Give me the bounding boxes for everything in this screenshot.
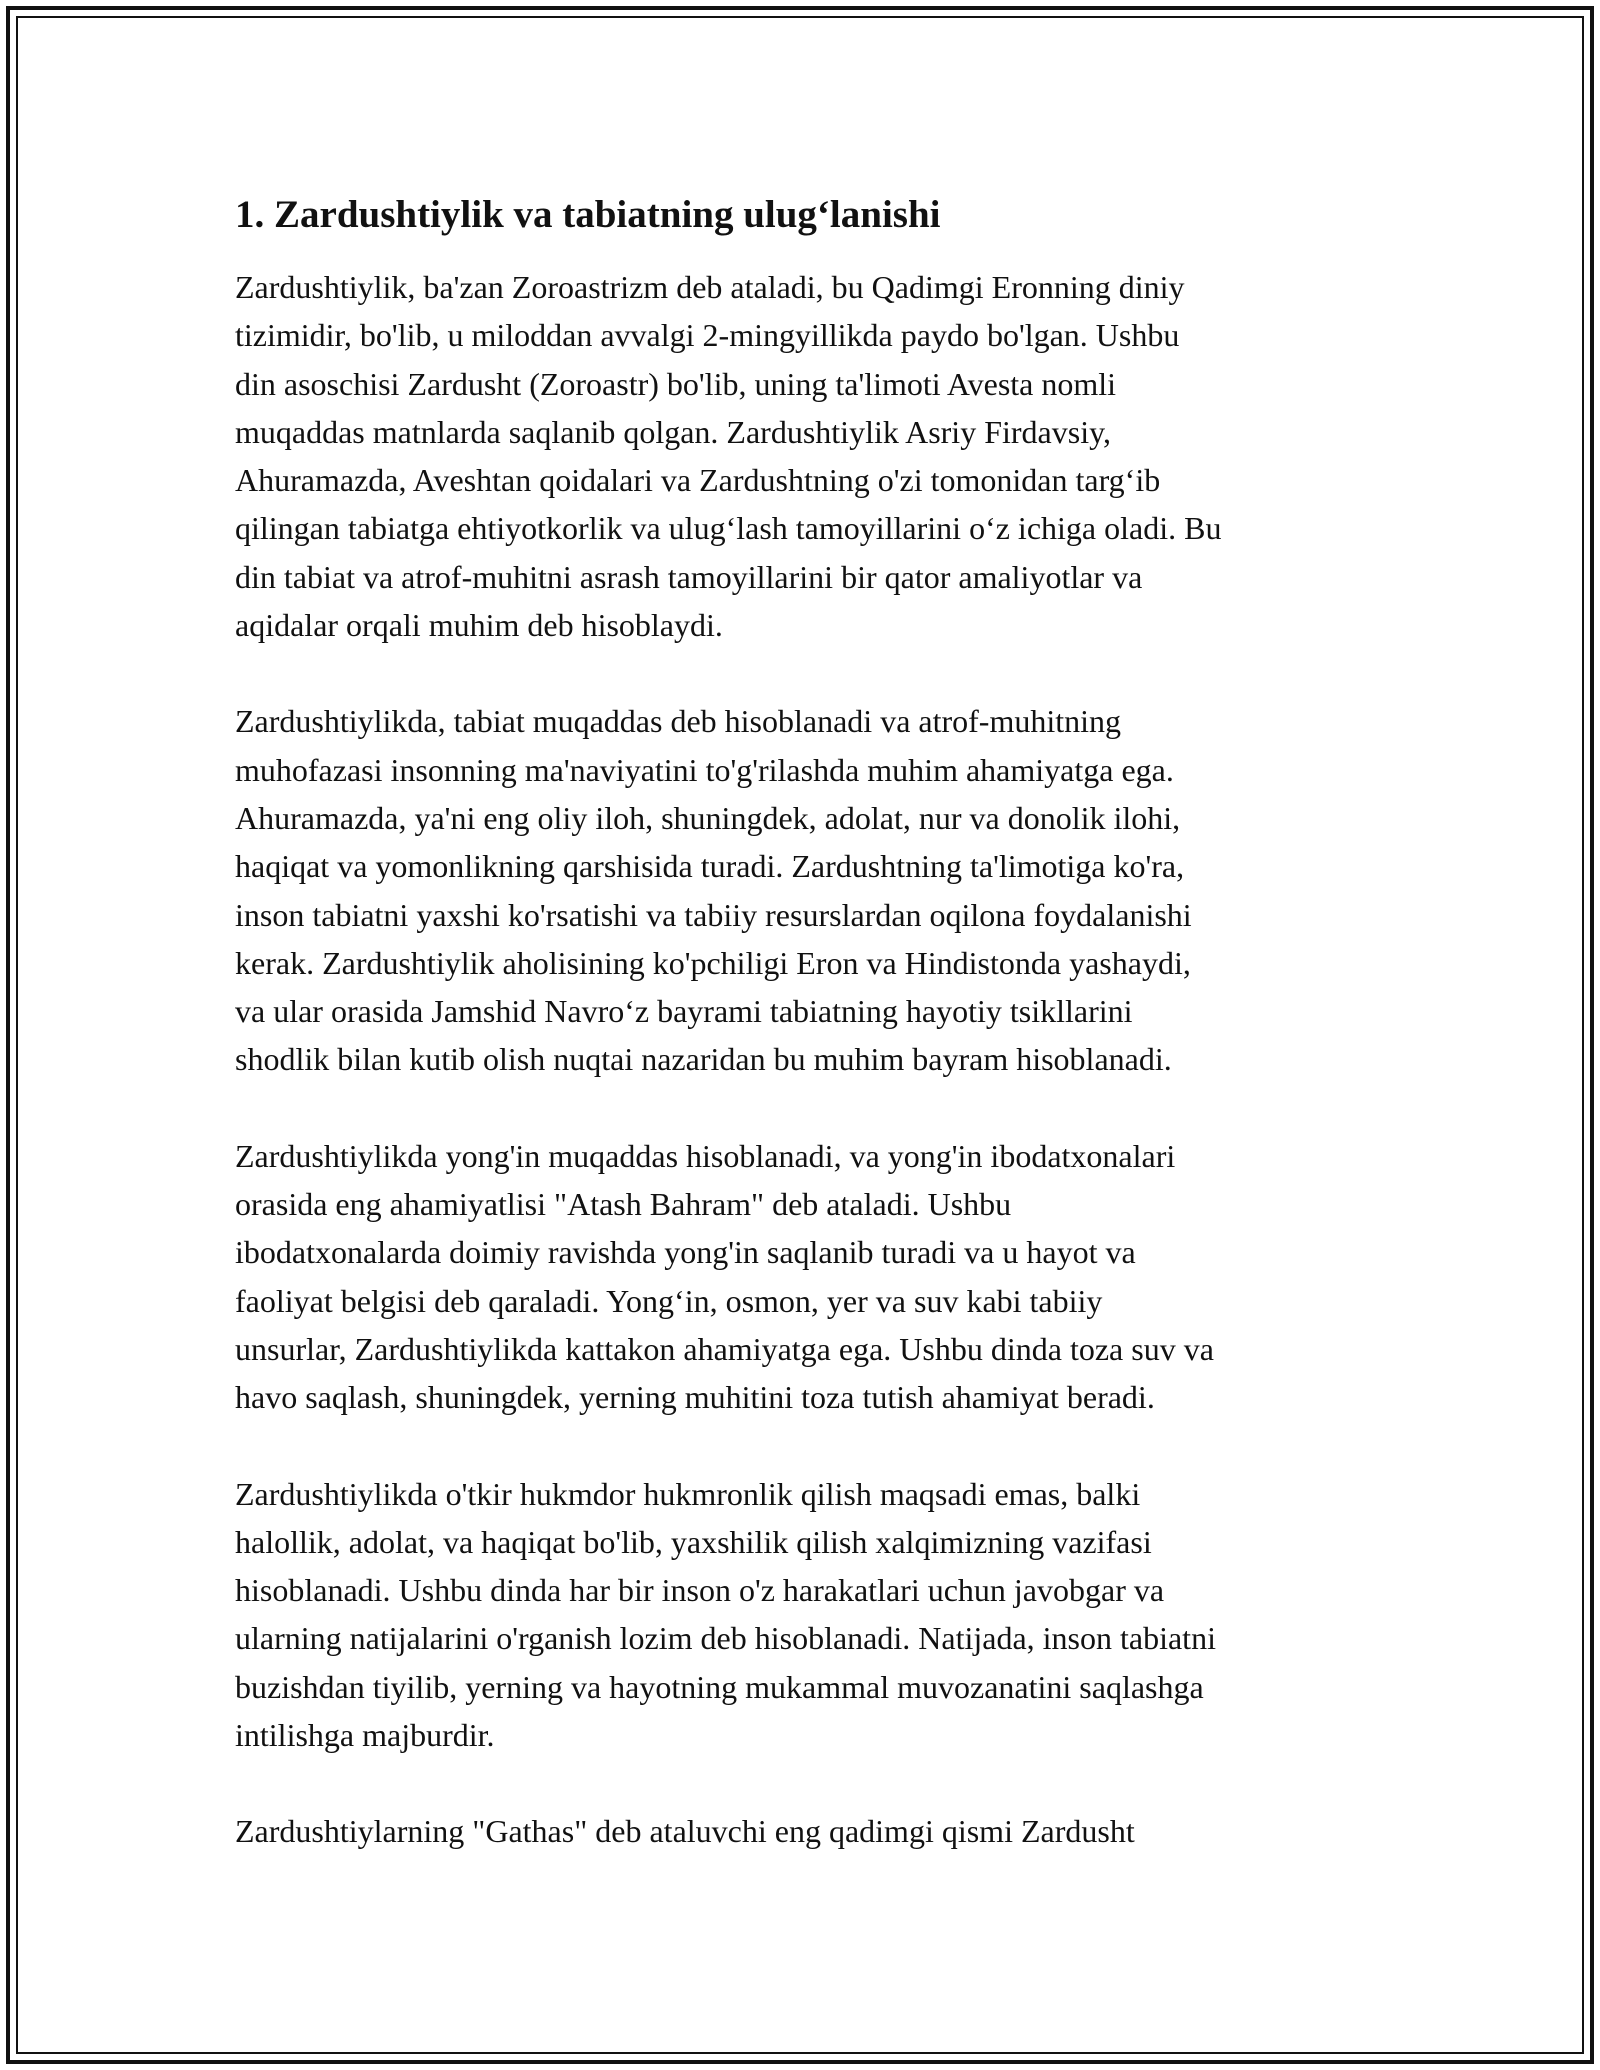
text-line: Zardushtiylikda yong'in muqaddas hisoblanadi, va yong'in ibodatxonalari xyxy=(235,1137,1176,1174)
paragraph-5 xyxy=(235,1807,1375,1855)
text-line: Zardushtiylikda o'tkir hukmdor hukmronlik qilish maqsadi emas, balki xyxy=(235,1475,1141,1512)
text-line: shodlik bilan kutib olish nuqtai nazaridan bu muhim bayram hisoblanadi. xyxy=(235,1041,1172,1078)
text-line: haqiqat va yomonlikning qarshisida turadi. Zardushtning ta'limotiga ko'ra, xyxy=(235,848,1185,885)
text-line: ibodatxonalarda doimiy ravishda yong'in saqlanib turadi va u hayot va xyxy=(235,1234,1136,1271)
text-line: Ahuramazda, ya'ni eng oliy iloh, shuningdek, adolat, nur va donolik ilohi, xyxy=(235,799,1181,836)
section-heading: 1. Zardushtiylik va tabiatning ulug‘lanishi xyxy=(235,193,941,236)
text-line: halollik, adolat, va haqiqat bo'lib, yaxshilik qilish xalqimizning vazifasi xyxy=(235,1523,1152,1560)
text-line: Zardushtiylarning "Gathas" deb ataluvchi eng qadimgi qismi Zardusht xyxy=(235,1813,1135,1850)
document-body xyxy=(235,185,1375,1904)
text-line: muqaddas matnlarda saqlanib qolgan. Zardushtiylik Asriy Firdavsiy, xyxy=(235,413,1111,450)
text-line: intilishga majburdir. xyxy=(235,1717,495,1754)
text-line: din tabiat va atrof-muhitni asrash tamoyillarini bir qator amaliyotlar va xyxy=(235,558,1143,595)
text-line: Zardushtiylikda, tabiat muqaddas deb hisoblanadi va atrof-muhitning xyxy=(235,703,1122,740)
paragraph-3 xyxy=(235,1132,1375,1422)
text-line: inson tabiatni yaxshi ko'rsatishi va tabiiy resurslardan oqilona foydalanishi xyxy=(235,896,1192,933)
text-line: orasida eng ahamiyatlisi "Atash Bahram" deb ataladi. Ushbu xyxy=(235,1186,1012,1223)
text-line: hisoblanadi. Ushbu dinda har bir inson o'z harakatlari uchun javobgar va xyxy=(235,1572,1165,1609)
text-line: va ular orasida Jamshid Navro‘z bayrami tabiatning hayotiy tsikllarini xyxy=(235,993,1133,1030)
text-line: muhofazasi insonning ma'naviyatini to'g'rilashda muhim ahamiyatga ega. xyxy=(235,751,1174,788)
text-line: din asoschisi Zardusht (Zoroastr) bo'lib, uning ta'limoti Avesta nomli xyxy=(235,365,1117,402)
text-line: qilingan tabiatga ehtiyotkorlik va ulug‘lash tamoyillarini o‘z ichiga oladi. Bu xyxy=(235,510,1222,547)
paragraph-2 xyxy=(235,697,1375,1083)
text-line: unsurlar, Zardushtiylikda kattakon ahamiyatga ega. Ushbu dinda toza suv va xyxy=(235,1330,1214,1367)
text-line: kerak. Zardushtiylik aholisining ko'pchiligi Eron va Hindistonda yashaydi, xyxy=(235,944,1191,981)
text-line: Ahuramazda, Aveshtan qoidalari va Zardushtning o'zi tomonidan targ‘ib xyxy=(235,462,1161,499)
text-line: havo saqlash, shuningdek, yerning muhitini toza tutish ahamiyat beradi. xyxy=(235,1379,1155,1416)
text-line: Zardushtiylik, ba'zan Zoroastrizm deb ataladi, bu Qadimgi Eronning diniy xyxy=(235,269,1185,305)
text-line: ularning natijalarini o'rganish lozim deb hisoblanadi. Natijada, inson tabiatni xyxy=(235,1620,1216,1657)
text-line: buzishdan tiyilib, yerning va hayotning mukammal muvozanatini saqlashga xyxy=(235,1668,1204,1705)
paragraph-1 xyxy=(235,263,1375,649)
text-line: tizimidir, bo'lib, u miloddan avvalgi 2-mingyillikda paydo bo'lgan. Ushbu xyxy=(235,317,1180,354)
text-line: aqidalar orqali muhim deb hisoblaydi. xyxy=(235,607,723,644)
paragraph-4 xyxy=(235,1470,1375,1760)
text-line: faoliyat belgisi deb qaraladi. Yong‘in, osmon, yer va suv kabi tabiiy xyxy=(235,1282,1103,1319)
